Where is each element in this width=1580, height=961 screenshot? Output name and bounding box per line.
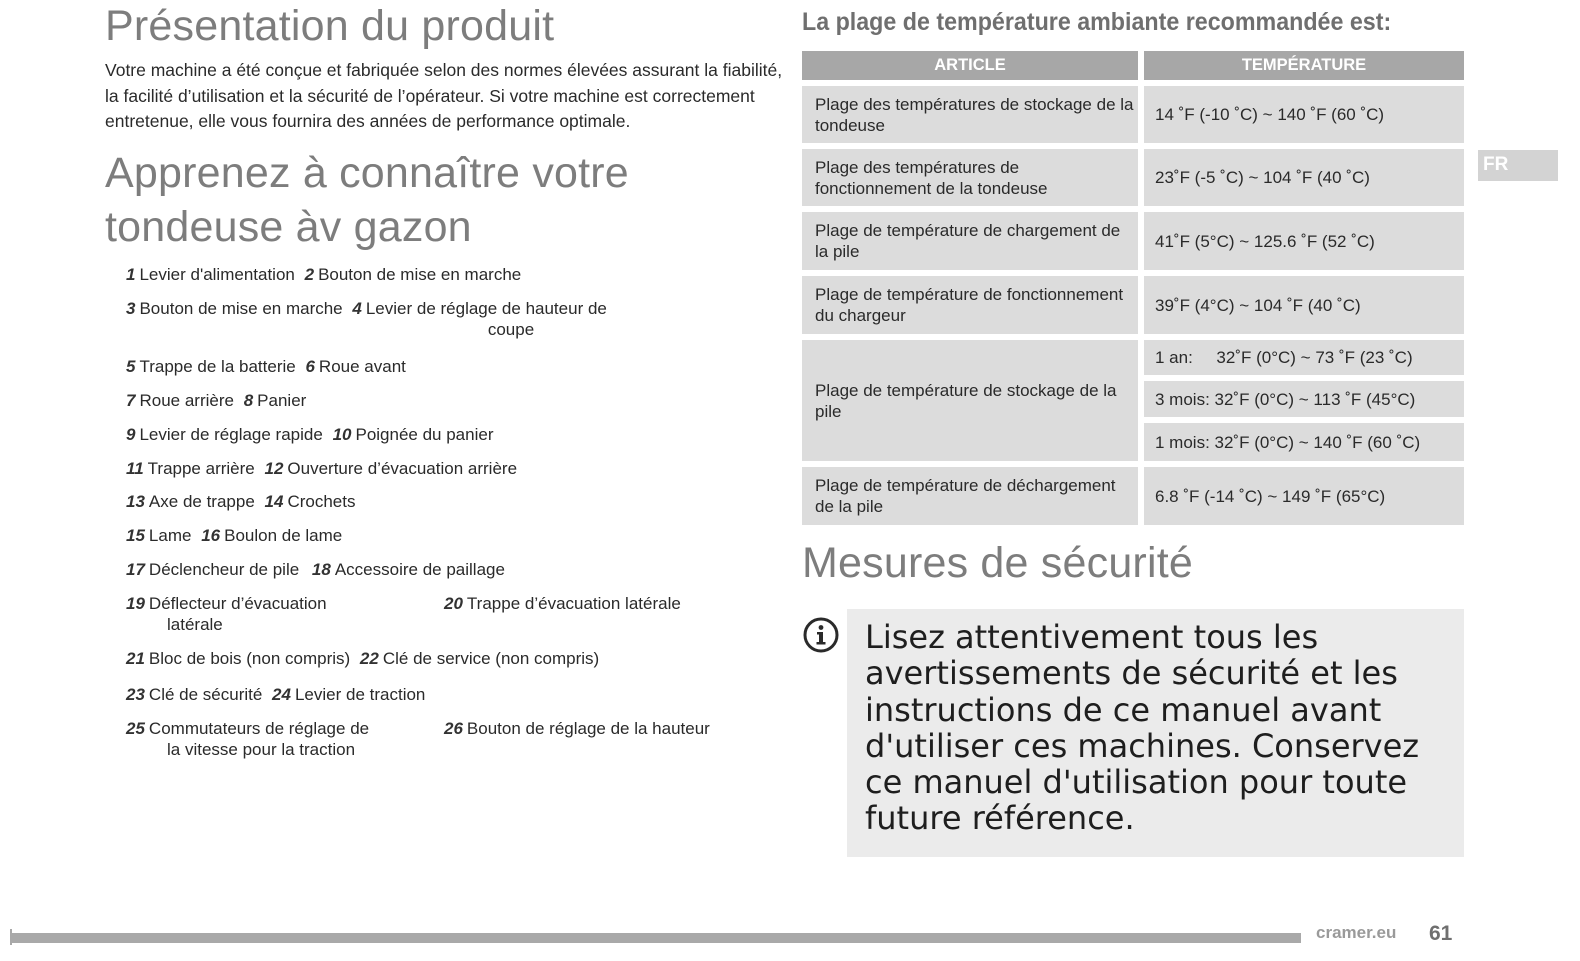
part-label: Roue avant [318,357,406,376]
cell-text: Plage des températures de stockage de la tondeuse [815,94,1134,135]
part-label: Axe de trappe [148,492,255,511]
part-label: Levier de réglage rapide [139,425,323,444]
part-number: 10 [332,425,352,444]
list-item [126,356,766,377]
table-cell-article [802,212,1138,270]
list-item [126,458,766,479]
table-cell-value [1144,149,1464,206]
cell-text: 39˚F (4°C) ~ 104 ˚F (40 ˚C) [1155,295,1361,315]
list-item [126,593,766,635]
list-item [126,491,766,512]
part-number: 16 [201,526,221,545]
part-label: Crochets [287,492,356,511]
cell-text: 23˚F (-5 ˚C) ~ 104 ˚F (40 ˚C) [1155,168,1370,187]
part-label: Trappe d’évacuation latérale [466,594,681,613]
table-cell-value [1144,467,1464,525]
list-item [126,264,766,285]
section-title-safety: Mesures de sécurité [802,539,1193,587]
part-label-continued: coupe [487,320,535,339]
part-number: 4 [352,299,362,318]
table-cell-value [1144,423,1464,461]
part-number: 11 [126,459,144,478]
part-number: 19 [126,594,145,613]
page-title: Présentation du produit [105,2,555,50]
temperature-heading: La plage de température ambiante recommandée est: [802,8,1392,36]
list-item [126,525,766,546]
part-label: Panier [257,391,307,410]
part-label-continued: la vitesse pour la traction [167,740,356,759]
info-icon [803,617,839,653]
part-number: 15 [126,526,145,545]
part-number: 25 [126,719,145,738]
table-cell-value [1144,381,1464,417]
part-number: 24 [272,685,291,704]
list-item [126,390,766,411]
part-label: Commutateurs de réglage de [148,719,370,738]
list-item [126,718,766,760]
footer-divider [10,933,1301,943]
part-label: Bouton de réglage de la hauteur [466,719,710,738]
cell-text: Plage de température de chargement de la pile [815,221,1121,261]
part-label: Clé de service (non compris) [382,649,600,668]
safety-notice-box [847,609,1464,857]
table-cell-article [802,86,1138,143]
safety-notice-text: Lisez attentivement tous les avertissements de sécurité et les instructions de ce manuel avant d'utiliser ces machines. Conservez ce manuel d'utilisation pour toute future référence. [865,618,1420,838]
part-label: Levier de réglage de hauteur de [365,299,607,318]
part-label: Déflecteur d’évacuation [148,594,327,613]
footer-website: cramer.eu [1316,923,1397,942]
part-label: Poignée du panier [355,425,494,444]
part-number: 21 [126,649,145,668]
part-number: 1 [126,265,136,284]
title-line-1: Apprenez à connaître votre [105,149,629,197]
cell-text: 3 mois: 32˚F (0°C) ~ 113 ˚F (45°C) [1155,389,1416,409]
part-label: Déclencheur de pile [148,560,300,579]
part-col2 [444,593,681,614]
part-label-continued: latérale [167,615,223,634]
part-label: Accessoire de paillage [334,560,505,579]
table-cell-value [1144,276,1464,334]
table-header-article: ARTICLE [802,51,1138,80]
part-number: 17 [126,560,145,579]
part-number: 9 [126,425,136,444]
cell-text: 6.8 ˚F (-14 ˚C) ~ 149 ˚F (65°C) [1155,486,1386,506]
part-number: 6 [305,357,315,376]
title-line-2: tondeuse àv gazon [105,203,472,251]
part-number: 8 [243,391,254,410]
table-cell-article [802,149,1138,206]
cell-text: 41˚F (5°C) ~ 125.6 ˚F (52 ˚C) [1155,231,1375,251]
part-label: Levier d'alimentation [139,265,295,284]
cell-text: Plage de température de fonctionnement du chargeur [815,285,1124,325]
cell-text: Plage de température de déchargement de la pile [815,476,1116,516]
part-number: 18 [311,560,331,579]
part-label: Bouton de mise en marche [318,265,522,284]
table-cell-value [1144,340,1464,375]
part-label: Levier de traction [294,685,426,704]
table-cell-article [802,276,1138,334]
table-cell-article [802,340,1138,461]
list-item [126,559,766,580]
part-label: Ouverture d’évacuation arrière [287,459,518,478]
language-tab: FR [1478,150,1558,181]
part-number: 12 [264,459,284,478]
part-label: Roue arrière [139,391,234,410]
part-label: Boulon de lame [224,526,343,545]
list-item [126,648,766,669]
part-number: 3 [126,299,136,318]
part-number: 5 [126,357,136,376]
section-title-know-your-mower [105,146,725,254]
part-col2 [444,718,710,739]
cell-text: 1 an: 32˚F (0°C) ~ 73 ˚F (23 ˚C) [1155,348,1413,367]
part-number: 22 [359,649,379,668]
list-item [126,298,766,340]
table-header-temperature: TEMPÉRATURE [1144,51,1464,80]
page-number: 61 [1429,922,1453,945]
list-item [126,424,766,445]
part-label: Trappe de la batterie [139,357,296,376]
part-label: Bloc de bois (non compris) [148,649,351,668]
part-number: 14 [264,492,284,511]
part-label: Clé de sécurité [148,685,263,704]
part-number: 7 [126,391,136,410]
part-label: Bouton de mise en marche [139,299,343,318]
intro-paragraph: Votre machine a été conçue et fabriquée selon des normes élevées assurant la fiabilité, la facilité d’utilisation et la sécurité de l’opérateur. Si votre machine est correctement entretenue, elle vous fournira des années de performance optimale. [105,60,783,131]
table-cell-value [1144,86,1464,143]
part-number: 2 [304,265,315,284]
list-item [126,684,766,705]
part-number: 13 [126,492,145,511]
part-label: Lame [148,526,192,545]
cell-text: 14 ˚F (-10 ˚C) ~ 140 ˚F (60 ˚C) [1155,105,1385,124]
cell-text: 1 mois: 32˚F (0°C) ~ 140 ˚F (60 ˚C) [1155,432,1421,452]
cell-text: Plage des températures de fonctionnement de la tondeuse [815,157,1048,198]
table-cell-article [802,467,1138,525]
part-number: 26 [444,719,463,738]
table-cell-value [1144,212,1464,270]
part-number: 23 [126,685,145,704]
part-number: 20 [444,594,463,613]
part-label: Trappe arrière [147,459,255,478]
cell-text: Plage de température de stockage de la pile [815,380,1117,421]
